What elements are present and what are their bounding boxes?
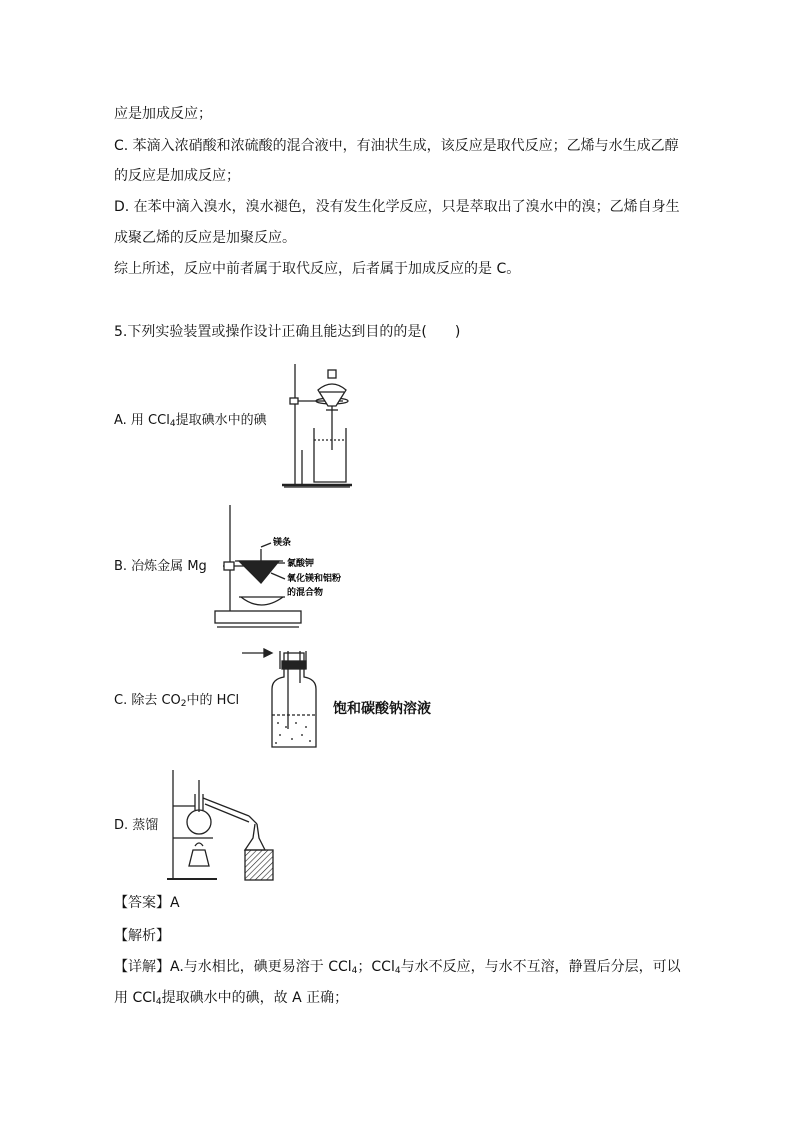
detail-line: 【详解】A.与水相比，碘更易溶于 CCl$_4$；CCl$_4$与水不反应，与水不互溶，静置后分层，可以: [114, 959, 681, 976]
analysis-label: 【解析】: [114, 928, 170, 944]
detail-line: 用 CCl$_4$提取碘水中的碘，故 A 正确；: [114, 990, 349, 1007]
option-b: B. 冶炼金属 Mg: [114, 559, 207, 574]
paragraph-line: 的反应是加成反应；: [114, 168, 240, 184]
option-d: D. 蒸馏: [114, 818, 159, 833]
label-mg-strip: 镁条: [273, 538, 292, 548]
figure-c-gas-wash-bottle: [240, 643, 330, 755]
label-mixture-line2: 的混合物: [287, 588, 324, 598]
option-a: A. 用 CCl$_4$提取碘水中的碘: [114, 413, 267, 429]
paragraph-line: C. 苯滴入浓硝酸和浓硫酸的混合液中，有油状生成，该反应是取代反应；乙烯与水生成乙醇: [114, 138, 679, 154]
figure-b-thermite-apparatus: [213, 503, 363, 631]
label-kclo3: 氯酸钾: [287, 559, 315, 569]
figure-a-separatory-funnel: [280, 360, 360, 492]
paragraph-line: 应是加成反应；: [114, 106, 212, 122]
paragraph-line: 成聚乙烯的反应是加聚反应。: [114, 230, 296, 246]
label-sat-na2co3: 饱和碳酸钠溶液: [333, 701, 431, 717]
option-c: C. 除去 $CO_2$中的 HCl: [114, 693, 240, 709]
figure-d-distillation-apparatus: [165, 766, 285, 886]
label-mixture-line1: 氧化镁和铝粉: [287, 574, 342, 584]
paragraph-line: D. 在苯中滴入溴水，溴水褪色，没有发生化学反应，只是萃取出了溴水中的溴；乙烯自身生: [114, 199, 680, 215]
question-title: 5.下列实验装置或操作设计正确且能达到目的的是( ): [114, 324, 461, 340]
answer-label: 【答案】A: [114, 895, 180, 911]
paragraph-line: 综上所述，反应中前者属于取代反应，后者属于加成反应的是 C。: [114, 261, 521, 277]
